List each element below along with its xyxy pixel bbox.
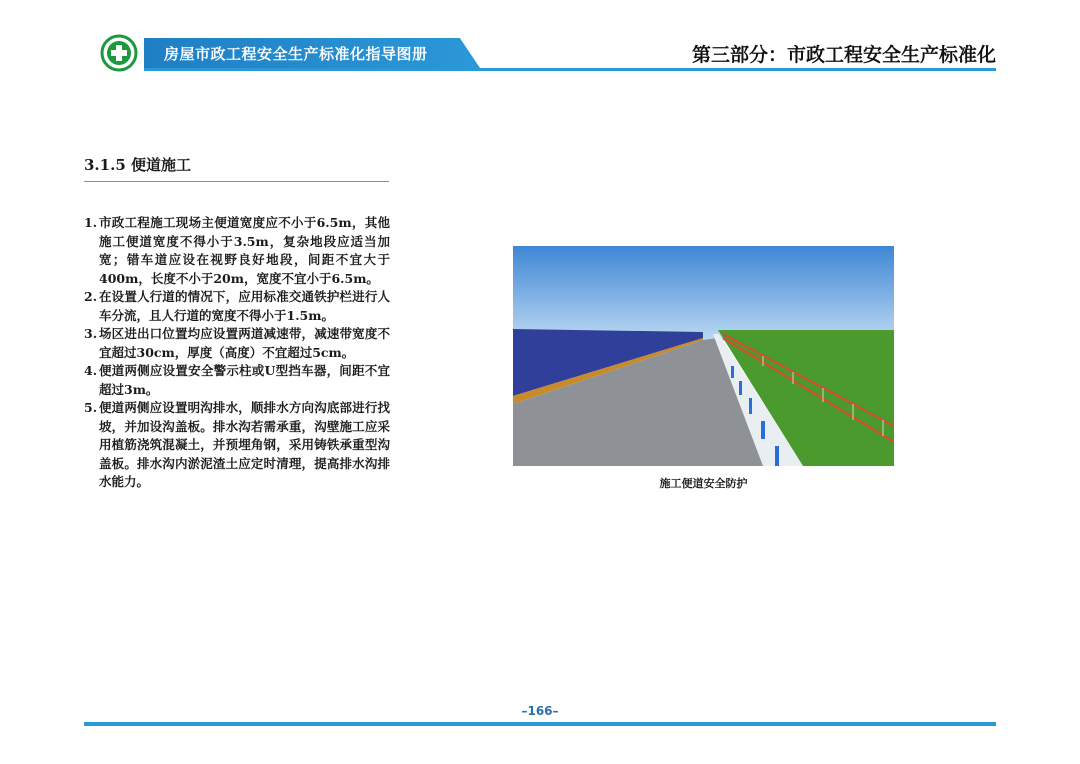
list-item [84, 288, 390, 325]
item-text: 便道两侧应设置明沟排水，顺排水方向沟底部进行找坡，并加设沟盖板。排水沟若需承重，沟壁施工应采用植筋浇筑混凝土，并预埋角钢，采用铸铁承重型沟盖板。排水沟内淤泥渣土应定时清理，提高排水沟排水能力。 [99, 400, 390, 489]
item-text: 在设置人行道的情况下，应用标准交通铁护栏进行人车分流，且人行道的宽度不得小于1.5m。 [99, 289, 390, 323]
item-text: 场区进出口位置均应设置两道减速带，减速带宽度不宜超过30cm，厚度（高度）不宜超过5cm。 [99, 326, 390, 360]
construction-road-illustration [513, 246, 894, 466]
section-title: 第三部分：市政工程安全生产标准化 [691, 44, 996, 66]
item-number: 4. [84, 363, 98, 378]
list-item [84, 214, 390, 288]
subsection-title: 3.1.5 便道施工 [84, 156, 191, 174]
list-item [84, 362, 390, 399]
item-number: 5. [84, 400, 98, 415]
figure-caption: 施工便道安全防护 [659, 477, 748, 490]
green-cross-safety-icon [100, 34, 138, 72]
item-number: 1. [84, 215, 98, 230]
header-divider [144, 68, 996, 71]
item-text: 便道两侧应设置安全警示柱或U型挡车器，间距不宜超过3m。 [99, 363, 390, 397]
book-title: 房屋市政工程安全生产标准化指导图册 [164, 45, 428, 63]
subsection-rule [84, 181, 389, 182]
list-item [84, 399, 390, 492]
page-header [0, 0, 1080, 80]
item-number: 2. [84, 289, 98, 304]
item-text: 市政工程施工现场主便道宽度应不小于6.5m，其他施工便道宽度不得小于3.5m，复杂地段应适当加宽；错车道应设在视野良好地段，间距不宜大于400m，长度不小于20m，宽度不宜小于6.5m。 [99, 215, 390, 286]
requirements-list [84, 214, 390, 492]
page-number: –166– [521, 704, 559, 718]
footer-divider [84, 722, 996, 726]
item-number: 3. [84, 326, 98, 341]
list-item [84, 325, 390, 362]
